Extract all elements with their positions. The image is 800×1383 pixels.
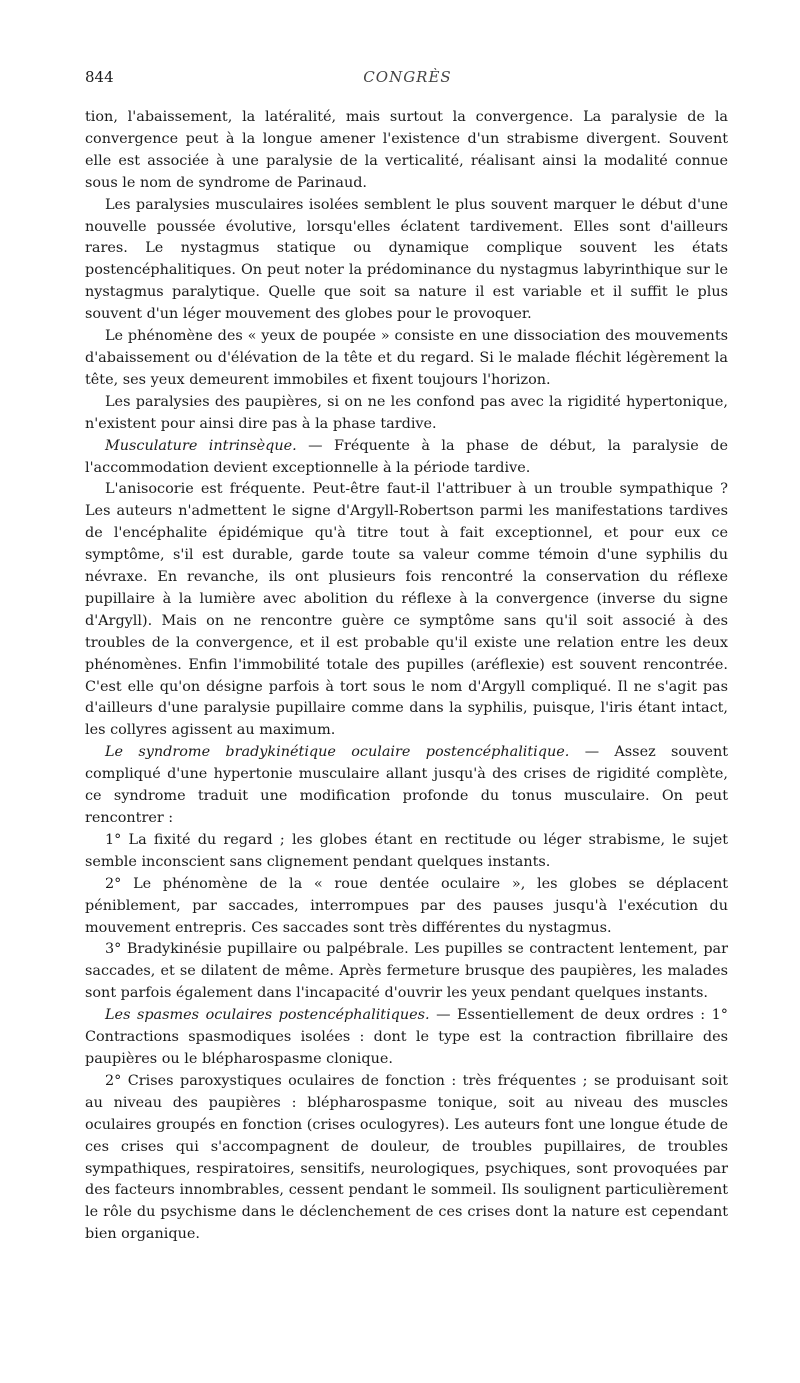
paragraph-lead: Musculature intrinsèque. [105,437,297,454]
paragraph-muscular-paralyses [85,195,728,326]
paragraph-cogwheel [85,874,728,940]
paragraph-text: — Fréquente à la phase de début, la paralysie de l'accommodation devient exceptionnelle à la période tardive. [85,437,729,476]
paragraph-text: 2° Le phénomène de la « roue dentée oculaire », les globes se déplacent péniblement, par saccades, interrompues par des pauses jusqu'à l'exécution du mouvement entrepris. Ces saccades sont très différentes du nystagmus. [85,875,728,936]
paragraph-text: tion, l'abaissement, la latéralité, mais surtout la convergence. La paralysie de la convergence peut à la longue amener l'existence d'un strabisme divergent. Souvent elle est associée à une paralysie de la verticalité, réalisant ainsi la modalité connue sous le nom de syndrome de Parinaud. [85,109,728,191]
paragraph-text: Le phénomène des « yeux de poupée » consiste en une dissociation des mouvements d'abaissement ou d'élévation de la tête et du regard. Si le malade fléchit légèrement la tête, ses yeux demeurent immobiles et fixent toujours l'horizon. [85,328,728,388]
paragraph-pupillary-bradykinesia [85,939,728,1005]
running-title: CONGRÈS [363,68,452,86]
paragraph-anisocoria [85,479,728,742]
paragraph-text: 3° Bradykinésie pupillaire ou palpébrale. Les pupilles se contractent lentement, par saccades, et se dilatent de même. Après fermeture brusque des paupières, les malades sont parfois également dans l'incapacité d'ouvrir les yeux pendant quelques instants. [85,941,728,1002]
paragraph-ocular-spasms [85,1005,728,1071]
paragraph-convergence [85,107,728,195]
paragraph-text: Les paralysies des paupières, si on ne les confond pas avec la rigidité hypertonique, n'existent pour ainsi dire pas à la phase tardive. [85,393,728,432]
paragraph-text: 1° La fixité du regard ; les globes étant en rectitude ou léger strabisme, le sujet semble inconscient sans clignement pendant quelques instants. [85,831,728,870]
paragraph-text: — Essentiellement de deux ordres : 1° Contractions spasmodiques isolées : dont le type est la contraction fibrillaire des paupières ou le blépharospasme clonique. [85,1007,728,1067]
paragraph-paroxysmal-crises [85,1071,728,1246]
paragraph-text: L'anisocorie est fréquente. Peut-être faut-il l'attribuer à un trouble sympathique ? Les auteurs n'admettent le signe d'Argyll-Robertson parmi les manifestations tardives de l'encéphalite épidémique qu'à titre tout à fait exceptionnel, et pour eux ce symptôme, s'il est durable, garde toute sa valeur comme témoin d'une syphilis du névraxe. En revanche, ils ont plusieurs fois rencontré la conservation du réflexe pupillaire à la lumière avec abolition du réflexe à la convergence (inverse du signe d'Argyll). Mais on ne rencontre guère ce symptôme sans qu'il soit associé à des troubles de la convergence, et il est probable qu'il existe une relation entre les deux phénomènes. Enfin l'immobilité totale des pupilles (aréflexie) est souvent rencontrée. C'est elle qu'on désigne parfois à tort sous le nom d'Argyll compliqué. Il ne s'agit pas d'ailleurs d'une paralysie pupillaire comme dans la syphilis, puisque, l'iris étant intact, les collyres agissent au maximum. [85,481,728,739]
paragraph-text: — Assez souvent compliqué d'une hypertonie musculaire allant jusqu'à des crises de rigidité complète, ce syndrome traduit une modification profonde du tonus musculaire. On peut rencontrer : [85,744,729,826]
paragraph-gaze-fixity [85,830,728,874]
paragraph-text: Les paralysies musculaires isolées semblent le plus souvent marquer le début d'une nouvelle poussée évolutive, lorsqu'elles éclatent tardivement. Elles sont d'ailleurs rares. Le nystagmus statique ou dynamique complique souvent les états postencéphalitiques. On peut noter la prédominance du nystagmus labyrinthique sur le nystagmus paralytique. Quelle que soit sa nature il est variable et il suffit le plus souvent d'un léger mouvement des globes pour le provoquer. [85,196,728,323]
page-number: 844 [85,68,114,86]
paragraph-dolls-eyes [85,326,728,392]
paragraph-bradykinetic-syndrome [85,742,728,830]
paragraph-lead: Le syndrome bradykinétique oculaire postencéphalitique. [105,744,570,761]
paragraph-intrinsic-musculature [85,436,728,480]
running-head [85,68,730,92]
paragraph-text: 2° Crises paroxystiques oculaires de fonction : très fréquentes ; se produisant soit au niveau des paupières : blépharospasme tonique, soit au niveau des muscles oculaires groupés en fonction (crises oculogyres). Les auteurs font une longue étude de ces crises qui s'accompagnent de douleur, de troubles pupillaires, de troubles sympathiques, respiratoires, sensitifs, neurologiques, psychiques, sont provoquées par des facteurs innombrables, cessent pendant le sommeil. Ils soulignent particulièrement le rôle du psychisme dans le déclenchement de ces crises dont la nature est cependant bien organique. [85,1072,728,1243]
body-text [85,107,728,1246]
paragraph-eyelids [85,392,728,436]
paragraph-lead: Les spasmes oculaires postencéphalitiques. [105,1007,430,1024]
